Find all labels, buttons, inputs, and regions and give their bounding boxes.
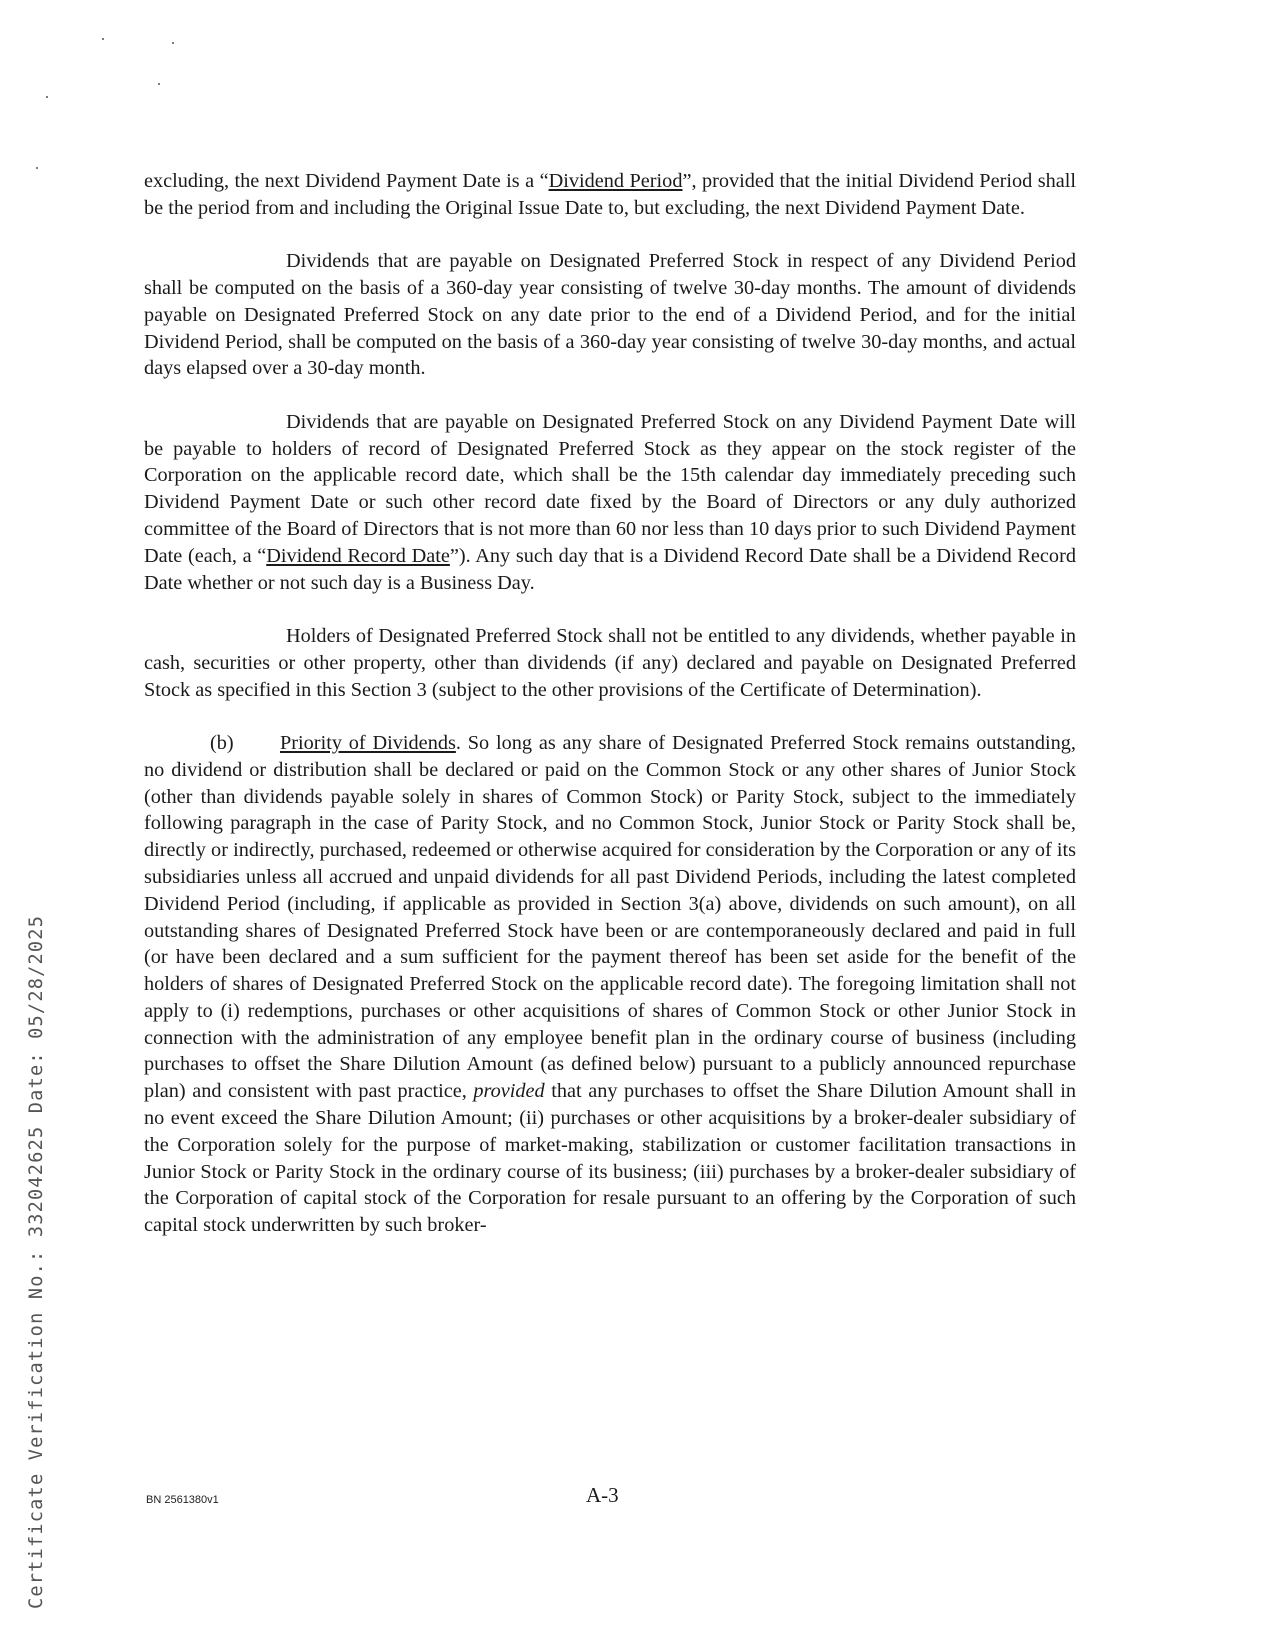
scan-artifact — [102, 38, 104, 40]
certificate-verification-stamp: Certificate Verification No.: 332042625 Date: 05/28/2025 — [26, 914, 47, 1609]
defined-term-dividend-record-date: Dividend Record Date — [266, 544, 450, 567]
section-label: (b) — [210, 731, 234, 754]
paragraph-priority-of-dividends: (b) Priority of Dividends. So long as any share of Designated Preferred Stock remains outstanding, no dividend or distribution shall be declared or paid on the Common Stock or any other shares of Junior Stock (other than dividends payable solely in shares of Common Stock) or Parity Stock, subject to the immediately following paragraph in the case of Parity Stock, and no Common Stock, Junior Stock or Parity Stock shall be, directly or indirectly, purchased, redeemed or otherwise acquired for consideration by the Corporation or any of its subsidiaries unless all accrued and unpaid dividends for all past Dividend Periods, including the latest completed Dividend Period (including, if applicable as provided in Section 3(a) above, dividends on such amount), on all outstanding shares of Designated Preferred Stock have been or are contemporaneously declared and paid in full (or have been declared and a sum sufficient for the payment thereof has been set aside for the benefit of the holders of shares of Designated Preferred Stock on the applicable record date). The foregoing limitation shall not apply to (i) redemptions, purchases or other acquisitions of shares of Common Stock or other Junior Stock in connection with the administration of any employee benefit plan in the ordinary course of business (including purchases to offset the Share Dilution Amount (as defined below) pursuant to a publicly announced repurchase plan) and consistent with past practice, provided that any purchases to offset the Share Dilution Amount shall in no event exceed the Share Dilution Amount; (ii) purchases or other acquisitions by a broker-dealer subsidiary of the Corporation solely for the purpose of market-making, stabilization or customer facilitation transactions in Junior Stock or Parity Stock in the ordinary course of its business; (iii) purchases by a broker-dealer subsidiary of the Corporation of capital stock of the Corporation for resale pursuant to an offering by the Corporation of such capital stock underwritten by such broker- — [144, 731, 1076, 1237]
paragraph-dividend-computation: Dividends that are payable on Designated Preferred Stock in respect of any Dividend Period shall be computed on the basis of a 360-day year consisting of twelve 30-day months. The amount of dividends payable on Designated Preferred Stock on any date prior to the end of a Dividend Period, and for the initial Dividend Period, shall be computed on the basis of a 360-day year consisting of twelve 30-day months, and actual days elapsed over a 30-day month. — [144, 250, 1076, 380]
footer-document-id: BN 2561380v1 — [146, 1494, 219, 1506]
paragraph-dividend-record-date: Dividends that are payable on Designated Preferred Stock on any Dividend Payment Date will be payable to holders of record of Designated Preferred Stock as they appear on the stock register of the Corporation on the applicable record date, which shall be the 15th calendar day immediately preceding such Dividend Payment Date or such other record date fixed by the Board of Directors or any duly authorized committee of the Board of Directors that is not more than 60 nor less than 10 days prior to such Dividend Payment Date (each, a “Dividend Record Date”). Any such day that is a Dividend Record Date shall be a Dividend Record Date whether or not such day is a Business Day. — [144, 410, 1076, 594]
italic-provided: provided — [473, 1080, 545, 1103]
scan-artifact — [172, 42, 174, 44]
paragraph-dividend-period: excluding, the next Dividend Payment Date is a “Dividend Period”, provided that the initial Dividend Period shall be the period from and including the Original Issue Date to, but excluding, the next Dividend Payment Date. — [144, 170, 1076, 219]
section-heading-priority-of-dividends: Priority of Dividends — [280, 731, 456, 754]
document-body — [144, 168, 1076, 1266]
page-number: A-3 — [586, 1483, 619, 1507]
scan-artifact — [36, 167, 38, 169]
scan-artifact — [158, 83, 160, 85]
paragraph-holders-entitlement: Holders of Designated Preferred Stock shall not be entitled to any dividends, whether payable in cash, securities or other property, other than dividends (if any) declared and payable on Designated Preferred Stock as specified in this Section 3 (subject to the other provisions of the Certificate of Determination). — [144, 624, 1076, 701]
defined-term-dividend-period: Dividend Period — [548, 170, 683, 192]
scan-artifact — [46, 96, 48, 98]
